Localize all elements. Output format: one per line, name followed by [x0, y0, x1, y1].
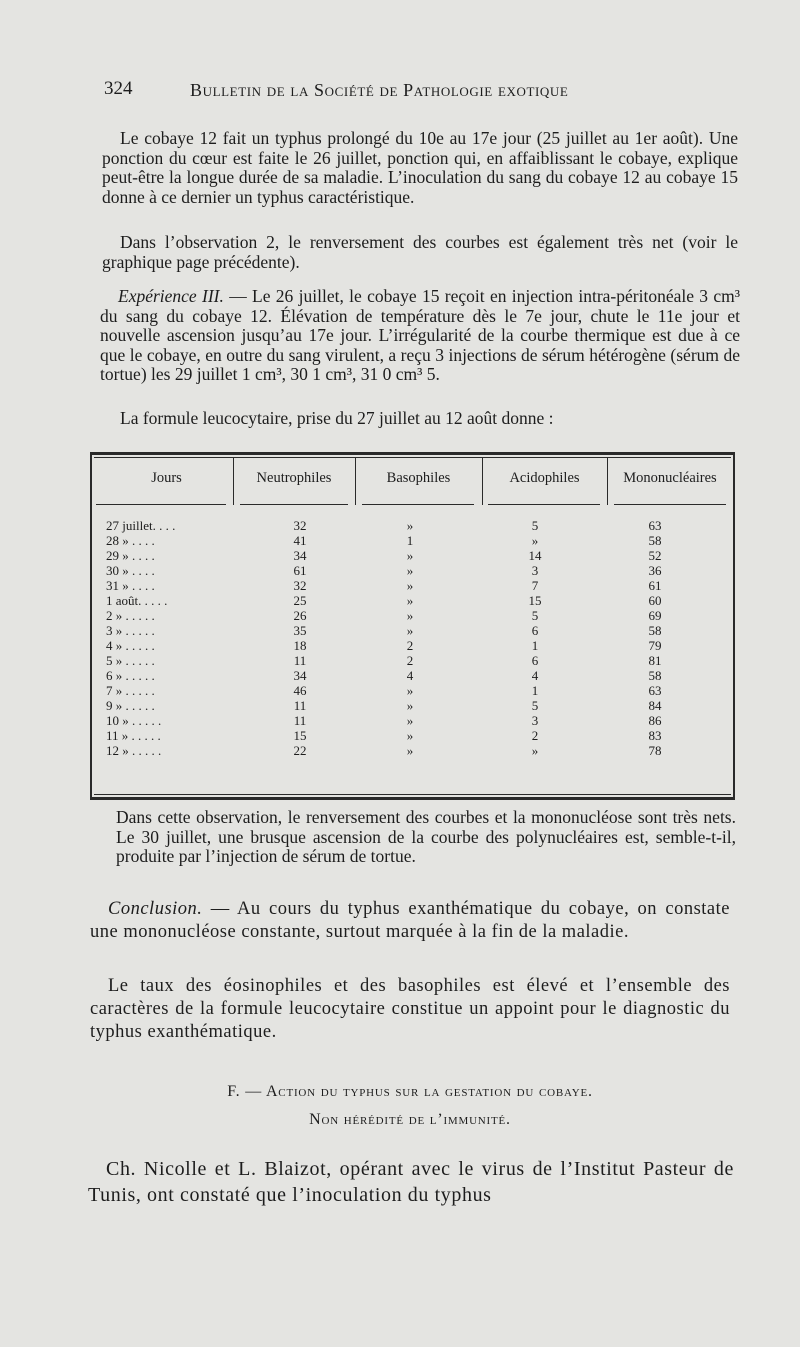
paragraph-cobaye-12: Le cobaye 12 fait un typhus prolongé du 10e au 17e jour (25 juillet au 1er août). Une ponction du cœur est faite le 26 juillet, ponction qui, en affaiblissant le cobaye, explique peut-être la longue durée de sa maladie. L’inoculation du sang du cobaye 12 au cobaye 15 donne à ce dernier un typhus caractéristique.: [102, 128, 738, 207]
cell-mononucleaires: 61: [648, 578, 662, 593]
cell-mononucleaires: 79: [648, 638, 662, 653]
cell-day: 29 » . . . .: [106, 548, 155, 563]
column-header-basophiles: Basophiles: [386, 470, 451, 486]
cell-neutrophiles: 34: [293, 668, 307, 683]
table-row: [90, 533, 735, 548]
cell-neutrophiles: 61: [293, 563, 307, 578]
cell-mononucleaires: 84: [648, 698, 662, 713]
cell-acidophiles: »: [531, 743, 539, 758]
conclusion-text: — Au cours du typhus exanthématique du cobaye, on constate une mononucléose constante, surtout marquée à la fin de la maladie.: [90, 899, 730, 942]
cell-day: 4 » . . . . .: [106, 638, 155, 653]
table-row: [90, 638, 735, 653]
cell-neutrophiles: 46: [293, 683, 307, 698]
leucocyte-table: [90, 452, 735, 800]
table-bottom-rule: [94, 794, 731, 795]
table-row: [90, 743, 735, 758]
cell-acidophiles: 7: [531, 578, 539, 593]
section-heading-line-2: Non hérédité de l’immunité.: [309, 1111, 511, 1128]
cell-neutrophiles: 15: [293, 728, 307, 743]
cell-day: 9 » . . . . .: [106, 698, 155, 713]
table-header-rule: [240, 504, 348, 505]
table-row: [90, 713, 735, 728]
cell-acidophiles: 2: [531, 728, 539, 743]
cell-acidophiles: 1: [531, 638, 539, 653]
cell-day: 10 » . . . . .: [106, 713, 162, 728]
cell-mononucleaires: 58: [648, 533, 662, 548]
cell-neutrophiles: 18: [293, 638, 307, 653]
cell-acidophiles: 3: [531, 563, 539, 578]
paragraph-observation-result: Dans cette observation, le renversement des courbes et la mononucléose sont très nets. Le 30 juillet, une brusque ascension de la courbe des polynucléaires est, semble-t-il, produite par l’injection de sérum de tortue.: [116, 807, 736, 867]
paragraph-conclusion: [90, 898, 730, 944]
cell-acidophiles: »: [531, 533, 539, 548]
paragraph-nicolle-blaizot: Ch. Nicolle et L. Blaizot, opérant avec le virus de l’Institut Pasteur de Tunis, ont constaté que l’inoculation du typhus: [88, 1158, 734, 1206]
cell-mononucleaires: 83: [648, 728, 662, 743]
cell-neutrophiles: 11: [293, 698, 307, 713]
cell-mononucleaires: 78: [648, 743, 662, 758]
cell-acidophiles: 15: [528, 593, 542, 608]
table-row: [90, 578, 735, 593]
table-row: [90, 608, 735, 623]
page-header: [104, 78, 744, 108]
cell-mononucleaires: 86: [648, 713, 662, 728]
cell-neutrophiles: 26: [293, 608, 307, 623]
cell-day: 12 » . . . . .: [106, 743, 162, 758]
experience-text: — Le 26 juillet, le cobaye 15 reçoit en injection intra-péritonéale 3 cm³ du sang du cobaye 12. Élévation de température dès le 7e jour, chute le 11e jour et nouvelle ascension jusqu’au 17e jour. L’irrégularité de la courbe thermique est due à ce que le cobaye, en outre du sang virulent, a reçu 3 injections de sérum hétérogène (sérum de tortue) les 29 juillet 1 cm³, 30 1 cm³, 31 0 cm³ 5.: [100, 286, 741, 385]
cell-mononucleaires: 52: [648, 548, 662, 563]
table-header-rule: [362, 504, 474, 505]
experience-label: Expérience III.: [118, 286, 224, 306]
table-row: [90, 563, 735, 578]
cell-acidophiles: 6: [531, 653, 539, 668]
table-row: [90, 683, 735, 698]
table-row: [90, 623, 735, 638]
cell-neutrophiles: 35: [293, 623, 307, 638]
cell-basophiles: 2: [406, 653, 414, 668]
cell-mononucleaires: 63: [648, 518, 662, 533]
table-header-rule: [96, 504, 226, 505]
cell-mononucleaires: 63: [648, 683, 662, 698]
cell-mononucleaires: 81: [648, 653, 662, 668]
cell-basophiles: »: [406, 548, 414, 563]
cell-neutrophiles: 22: [293, 743, 307, 758]
cell-neutrophiles: 34: [293, 548, 307, 563]
paragraph-observation-2: Dans l’observation 2, le renversement des courbes est également très net (voir le graphique page précédente).: [102, 232, 738, 272]
cell-acidophiles: 1: [531, 683, 539, 698]
cell-day: 7 » . . . . .: [106, 683, 155, 698]
cell-day: 30 » . . . .: [106, 563, 155, 578]
cell-acidophiles: 6: [531, 623, 539, 638]
cell-neutrophiles: 25: [293, 593, 307, 608]
cell-basophiles: »: [406, 728, 414, 743]
cell-basophiles: 1: [406, 533, 414, 548]
cell-mononucleaires: 69: [648, 608, 662, 623]
table-row: [90, 728, 735, 743]
conclusion-label: Conclusion.: [108, 899, 203, 919]
cell-basophiles: 2: [406, 638, 414, 653]
cell-acidophiles: 3: [531, 713, 539, 728]
cell-acidophiles: 5: [531, 698, 539, 713]
cell-day: 6 » . . . . .: [106, 668, 155, 683]
column-header-acidophiles: Acidophiles: [509, 470, 580, 486]
table-row: [90, 518, 735, 533]
cell-acidophiles: 5: [531, 608, 539, 623]
cell-day: 1 août. . . . .: [106, 593, 168, 608]
page-number: 324: [104, 78, 133, 99]
cell-neutrophiles: 11: [293, 653, 307, 668]
table-row: [90, 593, 735, 608]
cell-neutrophiles: 11: [293, 713, 307, 728]
table-header-rule: [614, 504, 726, 505]
cell-basophiles: »: [406, 623, 414, 638]
cell-basophiles: 4: [406, 668, 414, 683]
cell-mononucleaires: 58: [648, 668, 662, 683]
table-row: [90, 698, 735, 713]
cell-neutrophiles: 32: [293, 518, 307, 533]
cell-acidophiles: 14: [528, 548, 542, 563]
table-row: [90, 653, 735, 668]
cell-basophiles: »: [406, 563, 414, 578]
cell-basophiles: »: [406, 518, 414, 533]
cell-mononucleaires: 60: [648, 593, 662, 608]
column-header-neutrophiles: Neutrophiles: [256, 470, 332, 486]
cell-basophiles: »: [406, 608, 414, 623]
paragraph-experience-3: [100, 287, 740, 385]
cell-mononucleaires: 36: [648, 563, 662, 578]
table-row: [90, 668, 735, 683]
cell-acidophiles: 4: [531, 668, 539, 683]
cell-basophiles: »: [406, 743, 414, 758]
cell-day: 5 » . . . . .: [106, 653, 155, 668]
cell-day: 31 » . . . .: [106, 578, 155, 593]
cell-day: 27 juillet. . . .: [106, 518, 176, 533]
paragraph-taux: Le taux des éosinophiles et des basophiles est élevé et l’ensemble des caractères de la formule leucocytaire constitue un appoint pour le diagnostic du typhus exanthématique.: [90, 976, 730, 1042]
table-header-rule: [488, 504, 600, 505]
cell-neutrophiles: 41: [293, 533, 307, 548]
running-title: Bulletin de la Société de Pathologie exotique: [190, 80, 569, 100]
cell-neutrophiles: 32: [293, 578, 307, 593]
section-heading-line-1: F. — Action du typhus sur la gestation du cobaye.: [227, 1083, 593, 1100]
column-header-jours: Jours: [151, 470, 182, 486]
column-header-mononucleaires: Mononucléaires: [623, 470, 717, 486]
paragraph-formule: La formule leucocytaire, prise du 27 juillet au 12 août donne :: [120, 408, 554, 428]
cell-basophiles: »: [406, 698, 414, 713]
cell-acidophiles: 5: [531, 518, 539, 533]
cell-mononucleaires: 58: [648, 623, 662, 638]
cell-basophiles: »: [406, 683, 414, 698]
cell-day: 11 » . . . . .: [106, 728, 161, 743]
cell-basophiles: »: [406, 593, 414, 608]
table-row: [90, 548, 735, 563]
cell-day: 3 » . . . . .: [106, 623, 155, 638]
table-top-rule: [94, 457, 731, 458]
cell-day: 28 » . . . .: [106, 533, 155, 548]
section-heading: [90, 1078, 730, 1134]
cell-day: 2 » . . . . .: [106, 608, 155, 623]
cell-basophiles: »: [406, 578, 414, 593]
cell-basophiles: »: [406, 713, 414, 728]
